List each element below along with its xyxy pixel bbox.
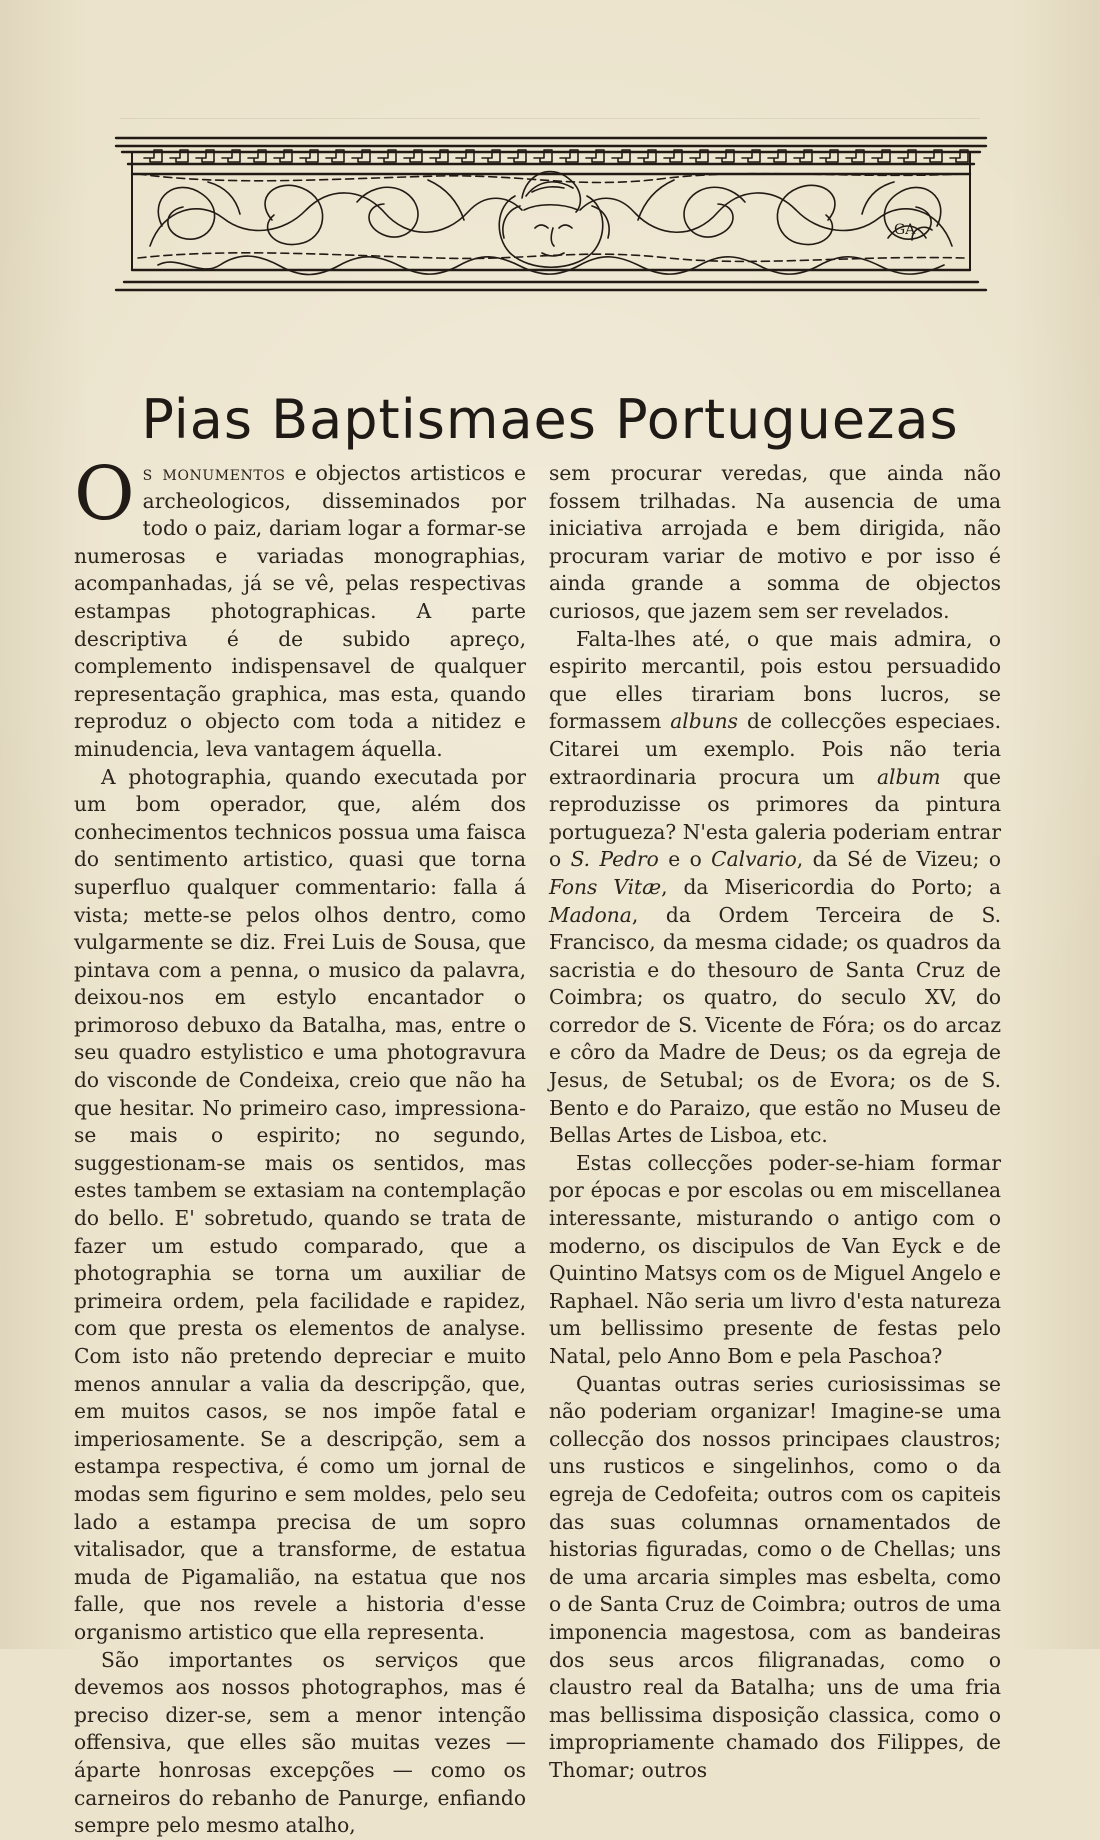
right-paragraph-2-text-c: que reproduzisse os primores da pintura portugueza? N'esta galeria poderiam entrar o [549, 764, 1001, 872]
left-paragraph-1 [74, 451, 527, 764]
italic-s-pedro: S. Pedro [570, 847, 659, 872]
left-paragraph-3: São importantes os serviços que devemos aos nossos photographos, mas é preciso dizer-se, sem a menor intenção offensiva, que elles são muitas vezes — áparte honrosas excepções — como os carneiros do rebanho de Panurge, enfiando sempre pelo mesmo atalho, [74, 1647, 526, 1838]
right-paragraph-2-text-b: de collecções especiaes. Citarei um exemplo. Pois não teria extraordinaria procura um [549, 709, 1001, 789]
right-paragraph-1: sem procurar veredas, que ainda não fossem trilhadas. Na ausencia de uma iniciativa arrojada e bem dirigida, não procuram variar de motivo e por isso é ainda grande a somma de objectos curiosos, que jazem sem ser revelados. [549, 461, 1001, 623]
left-text-column [74, 451, 527, 1838]
right-paragraph-2 [549, 626, 1001, 1150]
right-paragraph-2-text-e: , da Sé de Vizeu; o [796, 847, 1002, 872]
right-paragraph-2-text-g: , da Ordem Terceira de S. Francisco, da mesma cidade; os quadros da sacristia e do thesouro de Santa Cruz de Coimbra; os quatro, do seculo XV, do corredor de S. Vicente de Fóra; os do arcaz e côro da Madre de Deus; os da egreja de Jesus, de Setubal; os de Evora; os de S. Bento e do Paraizo, que estão no Museu de Bellas Artes de Lisboa, etc. [549, 902, 1001, 1148]
italic-albuns: albuns [670, 709, 739, 734]
ornament-initials: GA [894, 222, 916, 238]
italic-calvario: Calvario [711, 847, 797, 872]
right-paragraph-4: Quantas outras series curiosissimas se não poderiam organizar! Imagine-se uma collecção dos nossos principaes claustros; uns rusticos e singelinhos, como o da egreja de Cedofeita; outros com os capiteis das suas columnas ornamentados de historias figuradas, como o de Chellas; uns de uma arcaria simples mas esbelta, como o de Santa Cruz de Coimbra; outros de uma imponencia magestosa, com as bandeiras dos seus arcos filigranadas, como o claustro real da Batalha; uns de uma fria mas bellissima disposição classica, como o impropriamente chamado dos Filippes, de Thomar; outros [549, 1371, 1001, 1782]
italic-fons-vitae: Fons Vitæ [549, 874, 662, 899]
right-paragraph-2-text-f: , da Misericordia do Porto; a [661, 874, 1001, 899]
drop-cap: O [74, 451, 135, 537]
ornamental-header [108, 116, 994, 306]
opening-small-caps: s monumentos [142, 461, 286, 485]
page-title: Pias Baptismaes Portuguezas [141, 388, 959, 452]
left-paragraph-1-text: e objectos artisticos e archeologicos, disseminados por todo o paiz, dariam logar a formar-se numerosas e variadas monographias, acompanhadas, já se vê, pelas respectivas estampas photographicas. A parte descriptiva é de subido apreço, complemento indispensavel de qualquer representação graphica, mas esta, quando reproduz o objecto com toda a nitidez e minudencia, leva vantagem áquella. [74, 461, 527, 761]
left-paragraph-2: A photographia, quando executada por um bom operador, que, além dos conhecimentos technicos possua uma faisca do sentimento artistico, quasi que torna superfluo qualquer commentario: falla á vista; mette-se pelos olhos dentro, como vulgarmente se diz. Frei Luis de Sousa, que pintava com a penna, o musico da palavra, deixou-nos em estylo encantador o primoroso debuxo da Batalha, mas, entre o seu quadro estylistico e uma photogravura do visconde de Condeixa, creio que não ha que hesitar. No primeiro caso, impressiona-se mais o espirito; no segundo, suggestionam-se mais os sentidos, mas estes tambem se extasiam na contemplação do bello. E' sobretudo, quando se trata de fazer um estudo comparado, que a photographia se torna um auxiliar de primeira ordem, pela facilidade e rapidez, com que presta os elementos de analyse. Com isto não pretendo depreciar e muito menos annular a valia da descripção, que, em muitos casos, se nos impõe fatal e imperiosamente. Se a descripção, sem a estampa respectiva, é como um jornal de modas sem figurino e sem moldes, pelo seu lado a estampa precisa de um sopro vitalisador, que a transforme, de estatua muda de Pigamalião, na estatua que nos falle, que nos revele a historia d'esse organismo artistico que ella representa. [74, 764, 526, 1644]
right-paragraph-3: Estas collecções poder-se-hiam formar por épocas e por escolas ou em miscellanea interessante, misturando o antigo com o moderno, os discipulos de Van Eyck e de Quintino Matsys com os de Miguel Angelo e Raphael. Não seria um livro d'esta natureza um bellissimo presente de festas pelo Natal, pelo Anno Bom e pela Paschoa? [549, 1150, 1001, 1368]
italic-album: album [877, 764, 941, 789]
right-text-column [549, 460, 1002, 1782]
italic-madona: Madona [549, 902, 632, 927]
right-paragraph-2-text-a: Falta-lhes até, o que mais admira, o espirito mercantil, pois estou persuadido que elles tirariam bons lucros, se formassem [549, 626, 1001, 734]
right-paragraph-2-text-d: e o [658, 847, 712, 872]
